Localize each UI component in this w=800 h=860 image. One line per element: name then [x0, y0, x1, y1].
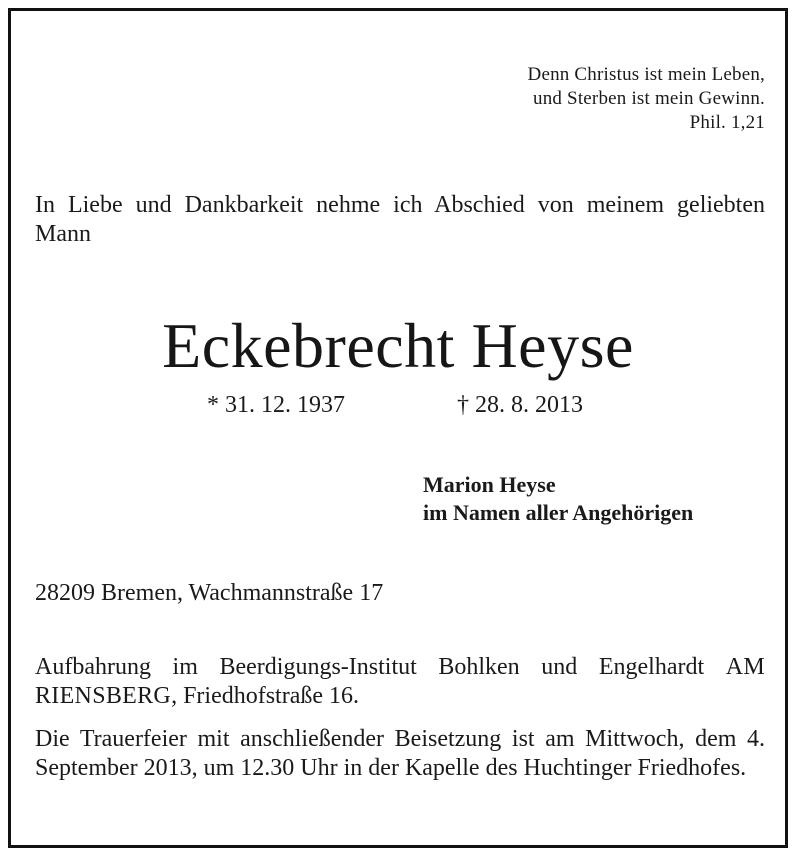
death-date: † 28. 8. 2013: [457, 392, 583, 418]
signature-name: Marion Heyse: [423, 472, 556, 497]
verse-line-1: Denn Christus ist mein Leben,: [527, 64, 765, 85]
obituary-notice: [8, 8, 788, 848]
laying-out-text: Aufbahrung im Beerdigungs-Institut Bohlken und Engelhardt: [35, 654, 705, 680]
laying-out-paragraph: [35, 653, 765, 711]
place-address: , Friedhofstraße 16.: [171, 683, 360, 709]
bible-verse: [528, 63, 765, 135]
signature: [423, 471, 693, 527]
verse-reference: Phil. 1,21: [689, 112, 765, 133]
signature-subline: im Namen aller Angehörigen: [423, 500, 694, 525]
ceremony-paragraph: Die Trauerfeier mit anschließender Beisetzung ist am Mittwoch, dem 4. September 2013, um 12.30 Uhr in der Kapelle des Huchtinger Friedhofes.: [35, 726, 765, 781]
address: 28209 Bremen, Wachmannstraße 17: [35, 580, 384, 606]
place-name: AM RIENSBERG: [35, 654, 766, 709]
deceased-name: Eckebrecht Heyse: [162, 310, 634, 381]
verse-line-2: und Sterben ist mein Gewinn.: [533, 88, 765, 109]
intro-text: In Liebe und Dankbarkeit nehme ich Abschied von meinem geliebten Mann: [35, 192, 765, 247]
birth-date: * 31. 12. 1937: [207, 392, 345, 418]
